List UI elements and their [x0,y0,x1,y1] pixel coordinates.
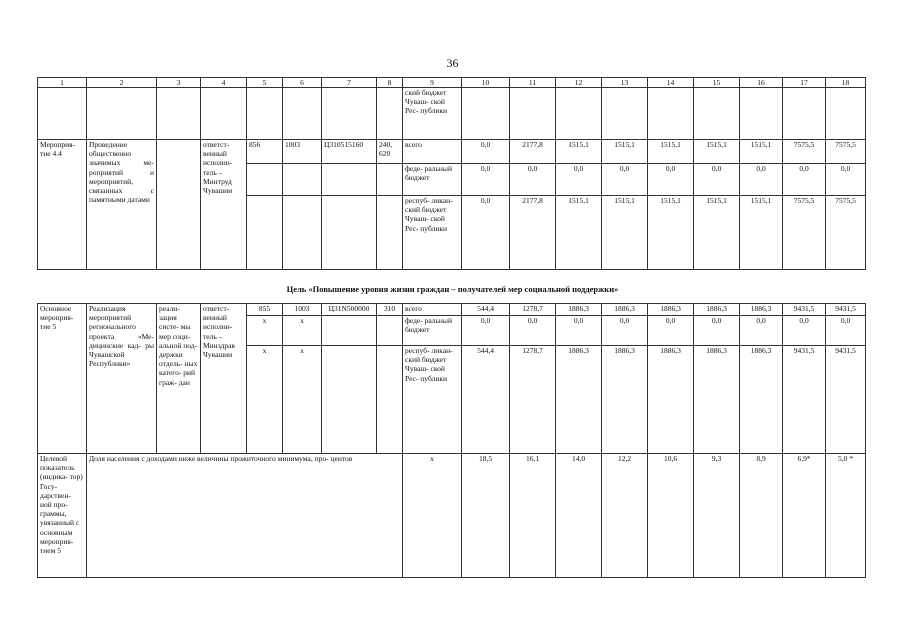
value-cell: 1515,1 [602,140,648,164]
grbs-code: x [247,316,283,346]
value-cell: 1515,1 [740,140,783,164]
value-cell: 0,0 [826,316,866,346]
csr-code: Ц310515160 [322,140,377,164]
rzpr-code: x [283,346,322,454]
col-num: 5 [247,78,283,88]
value-cell: 1886,3 [648,304,694,316]
value-cell: 9431,5 [783,346,826,454]
value-cell: 9431,5 [783,304,826,316]
funding-source: феде- ральный бюджет [403,164,462,196]
col-num: 1 [38,78,87,88]
value-cell: 0,0 [462,316,510,346]
value-cell: 1886,3 [694,346,740,454]
csr-code [322,346,377,454]
value-cell: 1515,1 [740,196,783,270]
value-cell: 0,0 [783,164,826,196]
col-num: 12 [556,78,602,88]
col-num: 6 [283,78,322,88]
page-number: 36 [446,56,459,70]
value-cell: 0,0 [510,316,556,346]
col-num: 14 [648,78,694,88]
measure-name: Реализация мероприятий регионального проекта «Ме- дицинские кад- ры Чувашской Республики» [87,304,157,454]
csr-code: Ц31N500000 [322,304,377,316]
value-cell: 18,5 [462,454,510,578]
value-cell: 1278,7 [510,304,556,316]
col-num: 17 [783,78,826,88]
value-cell: 8,9 [740,454,783,578]
value-cell: 1886,3 [648,346,694,454]
value-cell: 1886,3 [602,346,648,454]
measure-label: Мероприя- тие 4.4 [38,140,87,270]
value-cell: 7575,5 [783,196,826,270]
value-cell: 9431,5 [826,304,866,316]
value-cell: 0,0 [648,316,694,346]
funding-source: респуб- ликан- ский бюджет Чуваш- ской Рес- публики [403,196,462,270]
grbs-code: 856 [247,140,283,164]
table-row [38,140,866,164]
funding-source: респуб- ликан- ский бюджет Чуваш- ской Рес- публики [403,346,462,454]
value-cell: 5,0 * [826,454,866,578]
value-cell: 0,0 [556,164,602,196]
value-cell: 1515,1 [556,196,602,270]
grbs-code: 855 [247,304,283,316]
indicator-label: Целевой показатель (индика- тор) Госу- дарствен- ной про- граммы, увязанный с основным мероприя- тием 5 [38,454,87,578]
value-cell: 1515,1 [648,140,694,164]
rzpr-code: 1003 [283,140,322,164]
value-cell: 10,6 [648,454,694,578]
col-num: 10 [462,78,510,88]
value-cell: 1886,3 [740,304,783,316]
grbs-code: x [247,346,283,454]
value-cell: 7575,5 [826,140,866,164]
col-num: 16 [740,78,783,88]
col-num: 8 [377,78,403,88]
value-cell: 0,0 [602,316,648,346]
measure-label: Основное мероприя- тие 5 [38,304,87,454]
col-num: 2 [87,78,157,88]
value-cell: 0,0 [648,164,694,196]
value-cell: 1278,7 [510,346,556,454]
value-cell: 6,9* [783,454,826,578]
vr-code [377,316,403,346]
value-cell: 544,4 [462,346,510,454]
value-cell: 2177,8 [510,196,556,270]
value-cell: 1515,1 [556,140,602,164]
value-cell: 0,0 [462,140,510,164]
measure-name: Проведение общественно значимых ме- роприятий и мероприятий, связанных с памятными датами [87,140,157,270]
table-row [38,304,866,316]
value-cell: 1515,1 [694,140,740,164]
program-table-part1 [37,77,866,270]
rzpr-code: x [283,316,322,346]
value-cell: 0,0 [462,196,510,270]
vr-code: 310 [377,304,403,316]
value-cell: 16,1 [510,454,556,578]
value-cell: 1886,3 [740,346,783,454]
responsible: ответст- венный исполни- тель – Минздрав Чувашии [201,304,247,454]
value-cell: 7575,5 [783,140,826,164]
indicator-text: Доля населения с доходами ниже величины прожиточного минимума, про- центов [87,454,403,578]
measure-purpose: реали- зация систе- мы мер соци- альной под- держки отдель- ных катего- рий граж- дан [157,304,201,454]
funding-source: феде- ральный бюджет [403,316,462,346]
value-cell: 1886,3 [556,346,602,454]
col-num: 13 [602,78,648,88]
col-num: 7 [322,78,377,88]
value-cell: 0,0 [556,316,602,346]
value-cell: 1886,3 [556,304,602,316]
value-cell: 0,0 [694,164,740,196]
value-cell: 12,2 [602,454,648,578]
column-number-row [38,78,866,88]
indicator-mark: x [403,454,462,578]
value-cell: 1515,1 [694,196,740,270]
responsible: ответст- венный исполни- тель – Минтруд Чувашии [201,140,247,270]
value-cell: 1515,1 [648,196,694,270]
col-num: 3 [157,78,201,88]
col-num: 18 [826,78,866,88]
rzpr-code: 1003 [283,304,322,316]
value-cell: 9431,5 [826,346,866,454]
csr-code [322,316,377,346]
funding-source: всего [403,140,462,164]
value-cell: 0,0 [740,164,783,196]
value-cell: 0,0 [694,316,740,346]
value-cell: 9,3 [694,454,740,578]
indicator-row [38,454,866,578]
value-cell: 544,4 [462,304,510,316]
value-cell: 0,0 [462,164,510,196]
value-cell: 7575,5 [826,196,866,270]
funding-source: всего [403,304,462,316]
vr-code: 240, 620 [377,140,403,164]
col-num: 15 [694,78,740,88]
value-cell: 1515,1 [602,196,648,270]
col-num: 9 [403,78,462,88]
value-cell: 1886,3 [602,304,648,316]
program-table-part2 [37,303,866,578]
value-cell: 0,0 [783,316,826,346]
continuation-row [38,88,866,140]
value-cell: 14,0 [556,454,602,578]
goal-heading: Цель «Повышение уровня жизни граждан – получателей мер социальной поддержки» [286,284,619,294]
col-num: 4 [201,78,247,88]
value-cell: 0,0 [510,164,556,196]
value-cell: 1886,3 [694,304,740,316]
value-cell: 0,0 [602,164,648,196]
value-cell: 0,0 [740,316,783,346]
col-num: 11 [510,78,556,88]
value-cell: 0,0 [826,164,866,196]
value-cell: 2177,8 [510,140,556,164]
funding-source: ский бюджет Чуваш- ской Рес- публики [403,88,462,140]
vr-code [377,346,403,454]
